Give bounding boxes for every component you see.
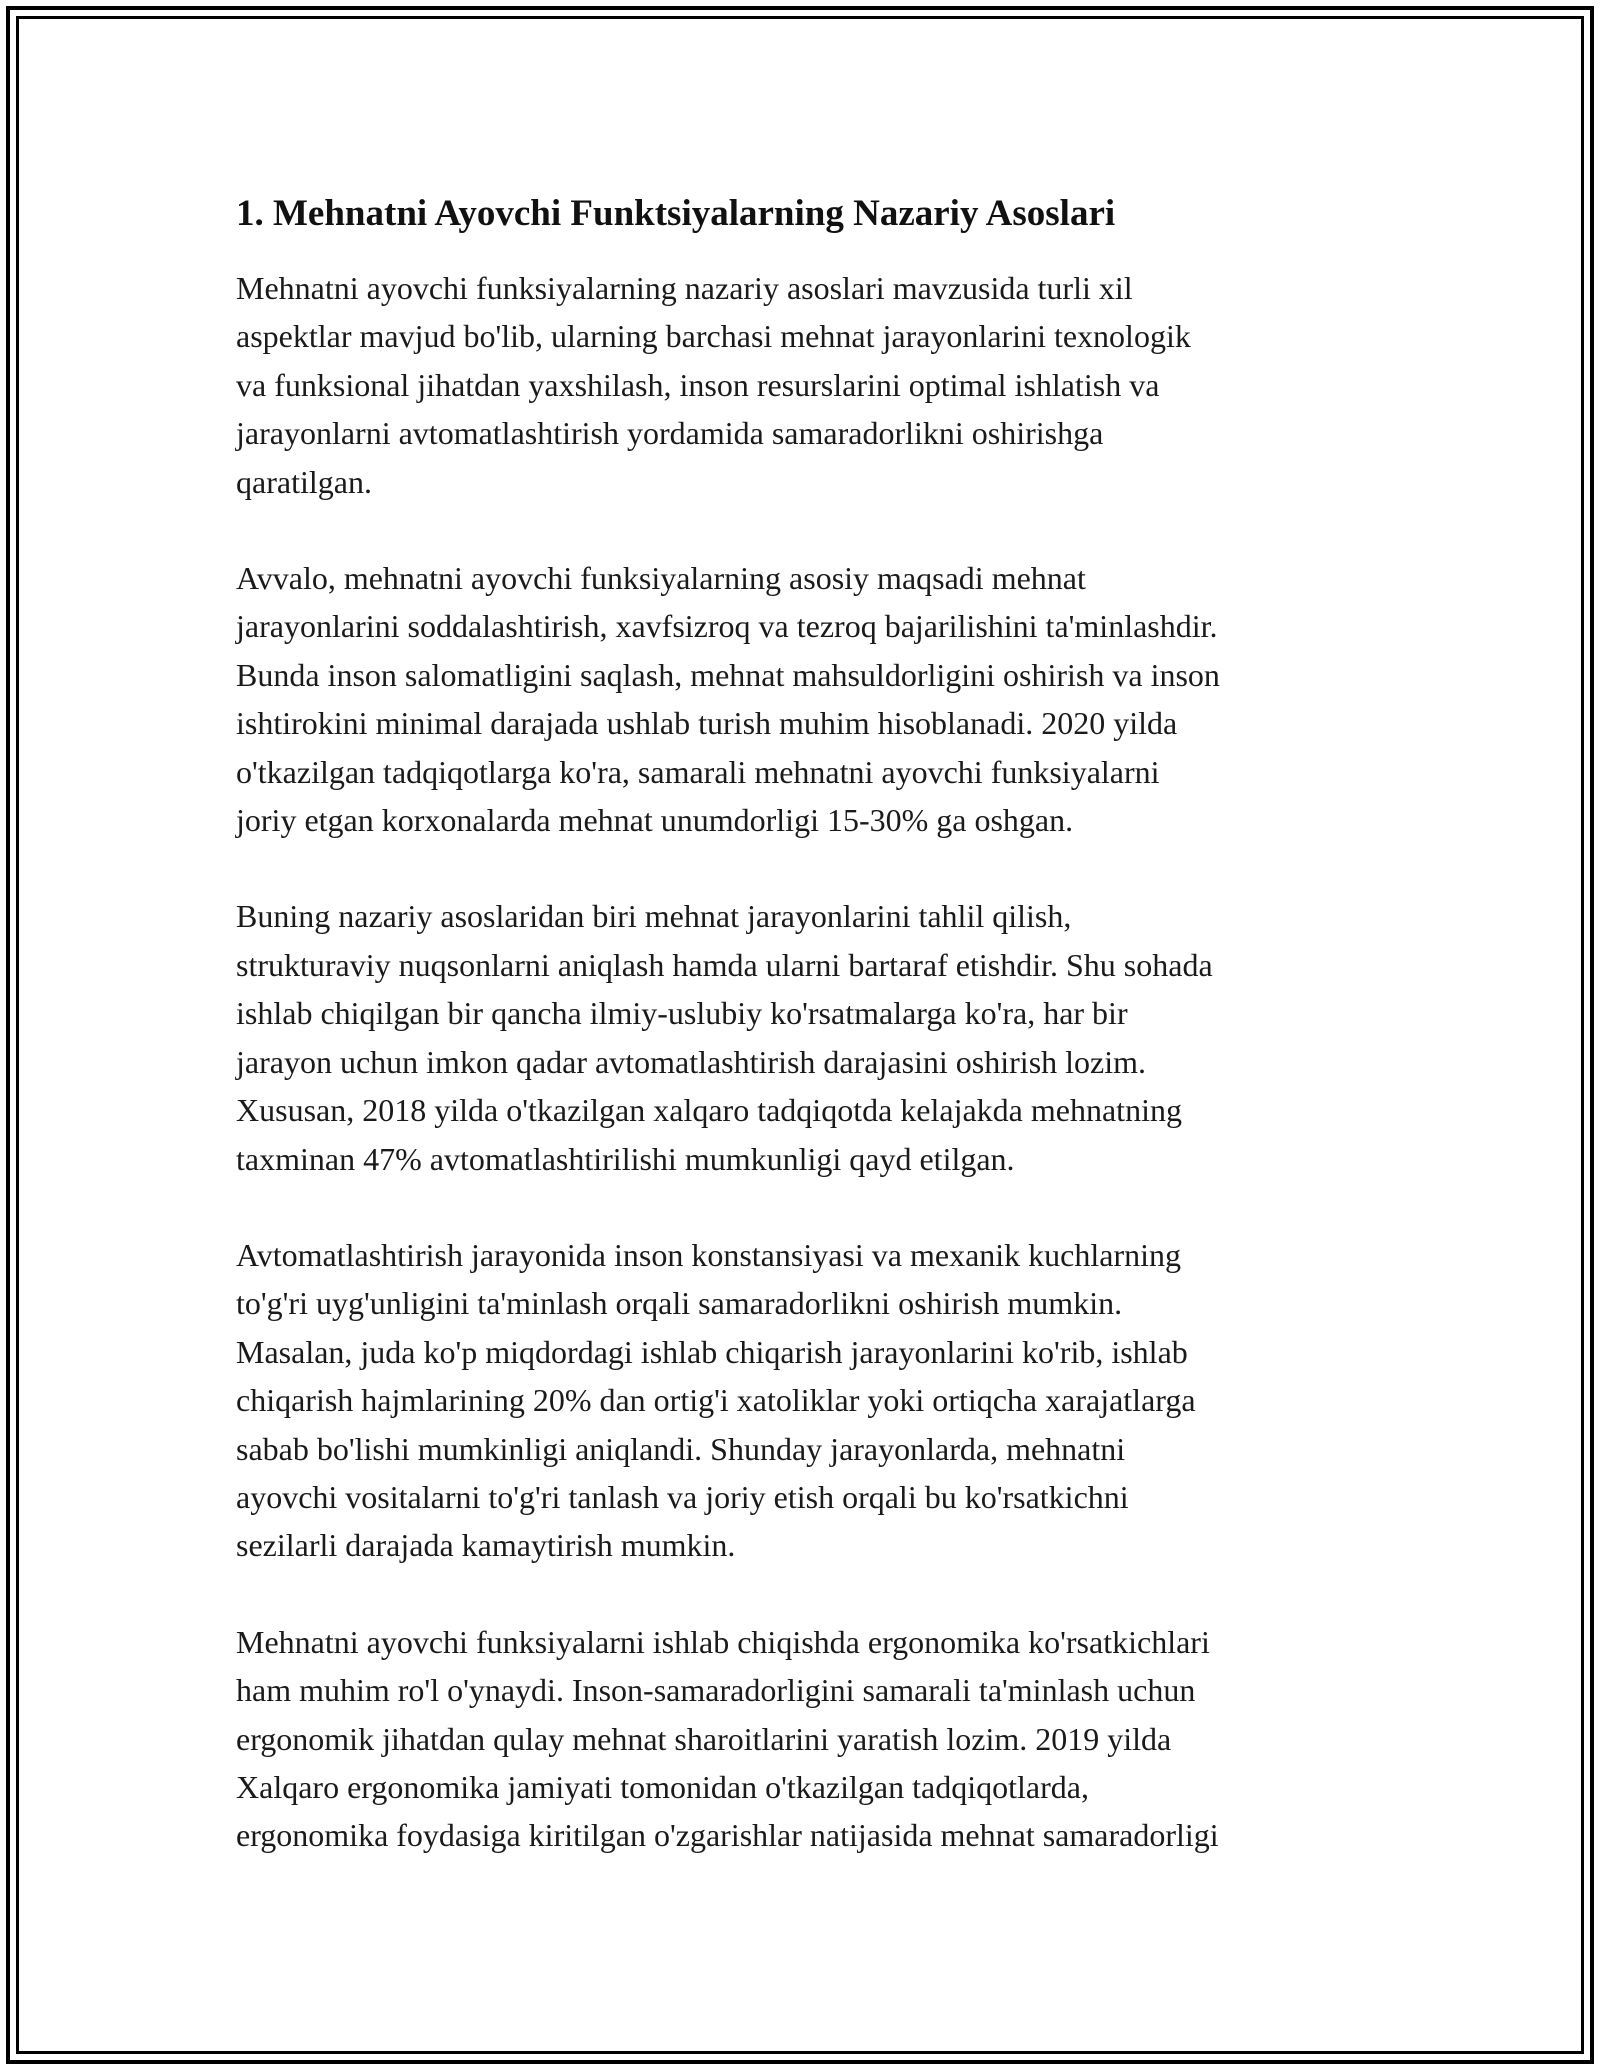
document-body <box>236 186 1386 1908</box>
paragraph-line: joriy etgan korxonalarda mehnat unumdorligi 15-30% ga oshgan. <box>236 802 1074 839</box>
paragraph-line: Xususan, 2018 yilda o'tkazilgan xalqaro tadqiqotda kelajakda mehnatning <box>236 1092 1182 1129</box>
paragraph-line: ergonomik jihatdan qulay mehnat sharoitlarini yaratish lozim. 2019 yilda <box>236 1720 1172 1757</box>
paragraph-line: jarayonlarni avtomatlashtirish yordamida samaradorlikni oshirishga <box>236 415 1104 452</box>
paragraph-line: ham muhim ro'l o'ynaydi. Inson-samaradorligini samarali ta'minlash uchun <box>236 1672 1196 1709</box>
paragraph-line: o'tkazilgan tadqiqotlarga ko'ra, samarali mehnatni ayovchi funksiyalarni <box>236 753 1160 790</box>
paragraph-line: ergonomika foydasiga kiritilgan o'zgarishlar natijasida mehnat samaradorligi <box>236 1817 1219 1854</box>
section-heading: 1. Mehnatni Ayovchi Funktsiyalarning Nazariy Asoslari <box>236 193 1116 234</box>
paragraph-line: ayovchi vositalarni to'g'ri tanlash va joriy etish orqali bu ko'rsatkichni <box>236 1478 1129 1515</box>
paragraph-5 <box>236 1618 1386 1860</box>
paragraph-3 <box>236 892 1386 1182</box>
paragraph-line: taxminan 47% avtomatlashtirilishi mumkunligi qayd etilgan. <box>236 1140 1015 1177</box>
paragraph-line: sezilarli darajada kamaytirish mumkin. <box>236 1527 736 1564</box>
paragraph-line: Bunda inson salomatligini saqlash, mehnat mahsuldorligini oshirish va inson <box>236 656 1220 693</box>
paragraph-line: jarayonlarini soddalashtirish, xavfsizroq va tezroq bajarilishini ta'minlashdir. <box>236 608 1218 645</box>
paragraph-4 <box>236 1231 1386 1570</box>
paragraph-line: Avvalo, mehnatni ayovchi funksiyalarning asosiy maqsadi mehnat <box>236 560 1086 597</box>
paragraph-line: ishlab chiqilgan bir qancha ilmiy-uslubiy ko'rsatmalarga ko'ra, har bir <box>236 995 1128 1032</box>
paragraph-line: jarayon uchun imkon qadar avtomatlashtirish darajasini oshirish lozim. <box>236 1043 1147 1080</box>
paragraph-line: Masalan, juda ko'p miqdordagi ishlab chiqarish jarayonlarini ko'rib, ishlab <box>236 1333 1188 1370</box>
paragraph-line: Xalqaro ergonomika jamiyati tomonidan o'tkazilgan tadqiqotlarda, <box>236 1768 1089 1805</box>
paragraph-2 <box>236 554 1386 844</box>
paragraph-line: Buning nazariy asoslaridan biri mehnat jarayonlarini tahlil qilish, <box>236 898 1072 935</box>
paragraph-line: aspektlar mavjud bo'lib, ularning barchasi mehnat jarayonlarini texnologik <box>236 318 1191 355</box>
paragraph-line: sabab bo'lishi mumkinligi aniqlandi. Shunday jarayonlarda, mehnatni <box>236 1430 1126 1467</box>
paragraph-line: chiqarish hajmlarining 20% dan ortig'i xatoliklar yoki ortiqcha xarajatlarga <box>236 1382 1196 1419</box>
paragraph-line: Mehnatni ayovchi funksiyalarni ishlab chiqishda ergonomika ko'rsatkichlari <box>236 1623 1210 1660</box>
paragraph-line: qaratilgan. <box>236 463 372 500</box>
paragraph-line: ishtirokini minimal darajada ushlab turish muhim hisoblanadi. 2020 yilda <box>236 705 1178 742</box>
paragraph-line: strukturaviy nuqsonlarni aniqlash hamda ularni bartaraf etishdir. Shu sohada <box>236 946 1213 983</box>
paragraph-line: va funksional jihatdan yaxshilash, inson resurslarini optimal ishlatish va <box>236 366 1160 403</box>
paragraph-line: to'g'ri uyg'unligini ta'minlash orqali samaradorlikni oshirish mumkin. <box>236 1285 1123 1322</box>
paragraph-line: Avtomatlashtirish jarayonida inson konstansiyasi va mexanik kuchlarning <box>236 1236 1181 1273</box>
paragraph-1 <box>236 264 1386 506</box>
paragraph-line: Mehnatni ayovchi funksiyalarning nazariy asoslari mavzusida turli xil <box>236 270 1133 306</box>
